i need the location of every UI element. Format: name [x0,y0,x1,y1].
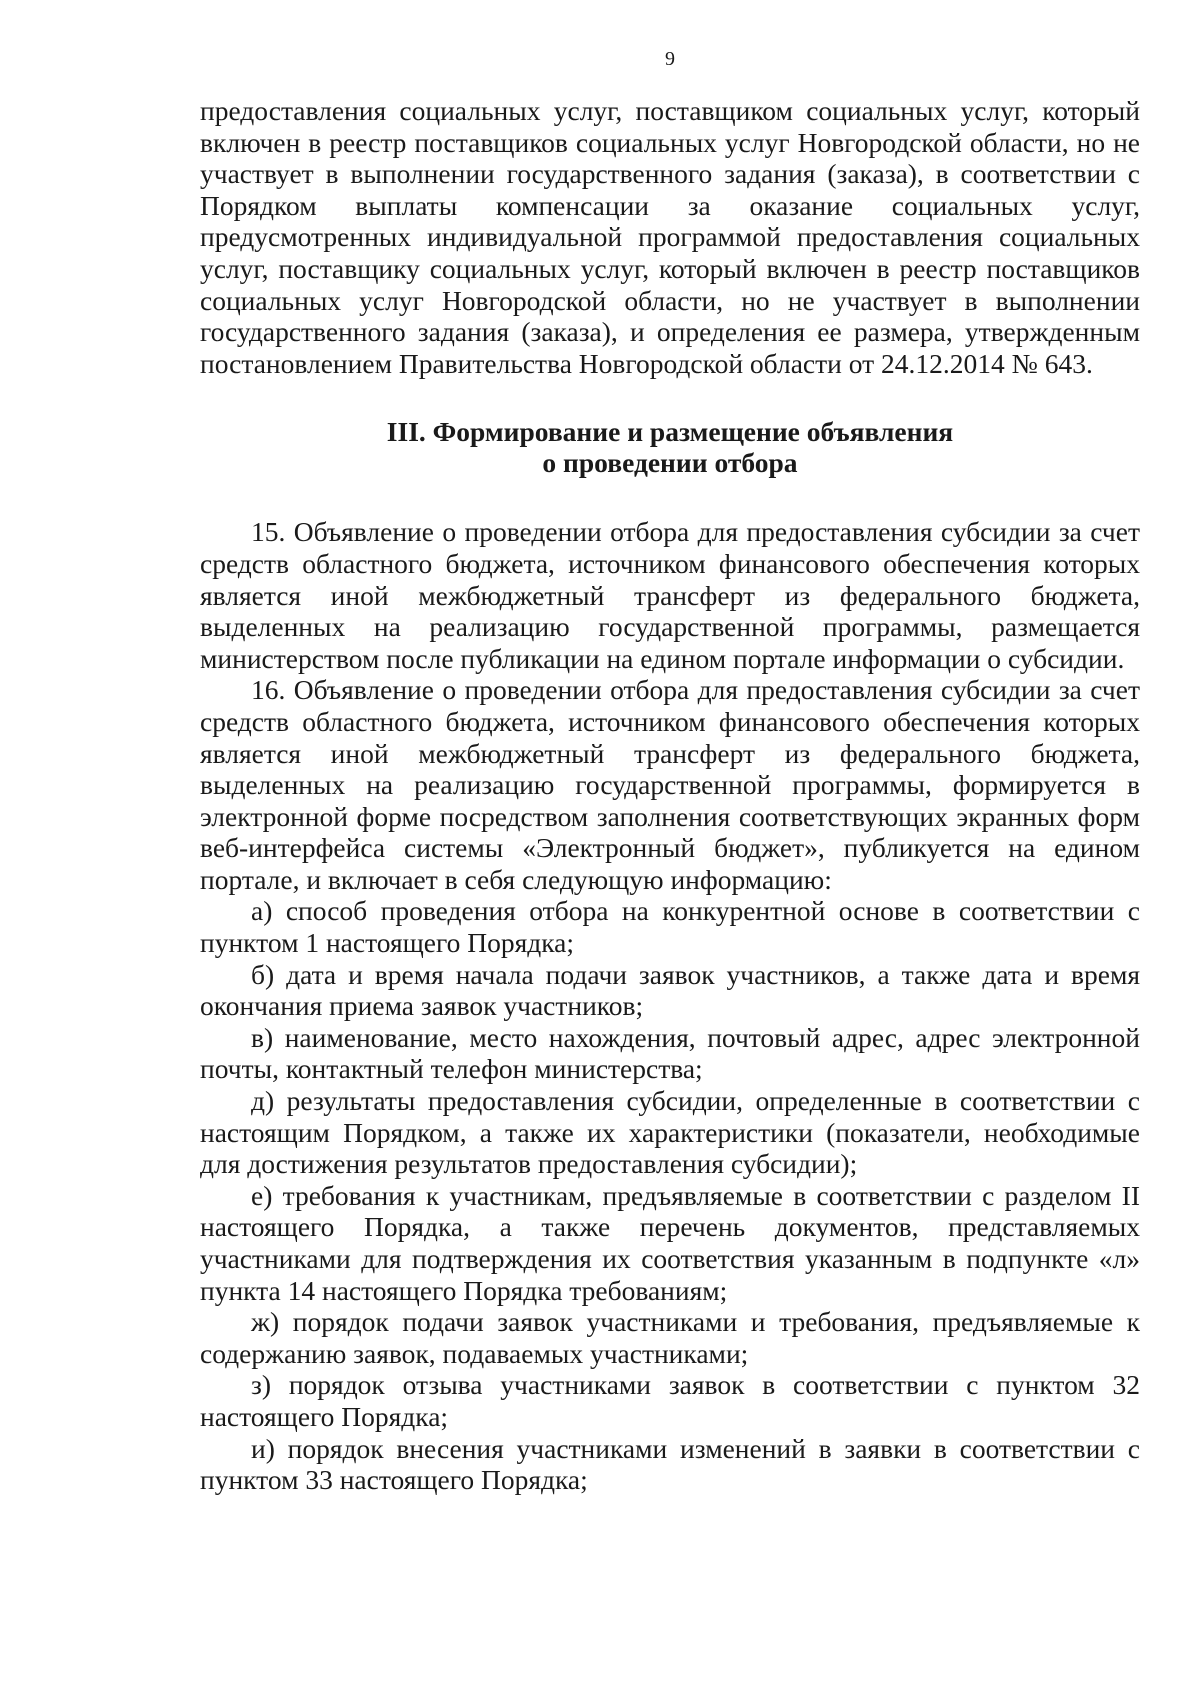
list-item-d: д) результаты предоставления субсидии, определенные в соответствии с настоящим Порядком, а также их характеристики (показатели, необходимые для достижения результатов предоставления субсидии); [200,1085,1140,1180]
intro-paragraph: предоставления социальных услуг, поставщиком социальных услуг, который включен в реестр поставщиков социальных услуг Новгородской области, но не участвует в выполнении государственного задания (заказа), в соответствии с Порядком выплаты компенсации за оказание социальных услуг, предусмотренных индивидуальной программой предоставления социальных услуг, поставщику социальных услуг, который включен в реестр поставщиков социальных услуг Новгородской области, но не участвует в выполнении государственного задания (заказа), и определения ее размера, утвержденным постановлением Правительства Новгородской области от 24.12.2014 № 643. [200,95,1140,379]
list-item-v: в) наименование, место нахождения, почтовый адрес, адрес электронной почты, контактный телефон министерства; [200,1021,1140,1085]
list-item-b: б) дата и время начала подачи заявок участников, а также дата и время окончания приема заявок участников; [200,958,1140,1022]
section-heading-line-1: III. Формирование и размещение объявления [386,416,954,448]
paragraph-16: 16. Объявление о проведении отбора для предоставления субсидии за счет средств областного бюджета, источником финансового обеспечения которых является иной межбюджетный трансферт из федерального бюджета, выделенных на реализацию государственной программы, формируется в электронной форме посредством заполнения соответствующих экранных форм веб-интерфейса системы «Электронный бюджет», публикуется на едином портале, и включает в себя следующую информацию: [200,674,1140,895]
list-item-zh: ж) порядок подачи заявок участниками и требования, предъявляемые к содержанию заявок, подаваемых участниками; [200,1306,1140,1369]
document-body [200,95,1140,1496]
list-item-e: е) требования к участникам, предъявляемые в соответствии с разделом II настоящего Порядка, а также перечень документов, представляемых участниками для подтверждения их соответствия указанным в подпункте «л» пункта 14 настоящего Порядка требованиям; [200,1179,1140,1306]
paragraph-15: 15. Объявление о проведении отбора для предоставления субсидии за счет средств областного бюджета, источником финансового обеспечения которых является иной межбюджетный трансферт из федерального бюджета, выделенных на реализацию государственной программы, размещается министерством после публикации на едином портале информации о субсидии. [200,516,1140,674]
section-heading-line-2: о проведении отбора [542,447,798,479]
section-heading [200,416,1140,478]
list-item-a: а) способ проведения отбора на конкурентной основе в соответствии с пунктом 1 настоящего Порядка; [200,895,1140,959]
list-item-i: и) порядок внесения участниками изменений в заявки в соответствии с пунктом 33 настоящего Порядка; [200,1432,1140,1496]
list-item-z: з) порядок отзыва участниками заявок в соответствии с пунктом 32 настоящего Порядка; [200,1369,1140,1432]
page-number: 9 [665,48,675,70]
